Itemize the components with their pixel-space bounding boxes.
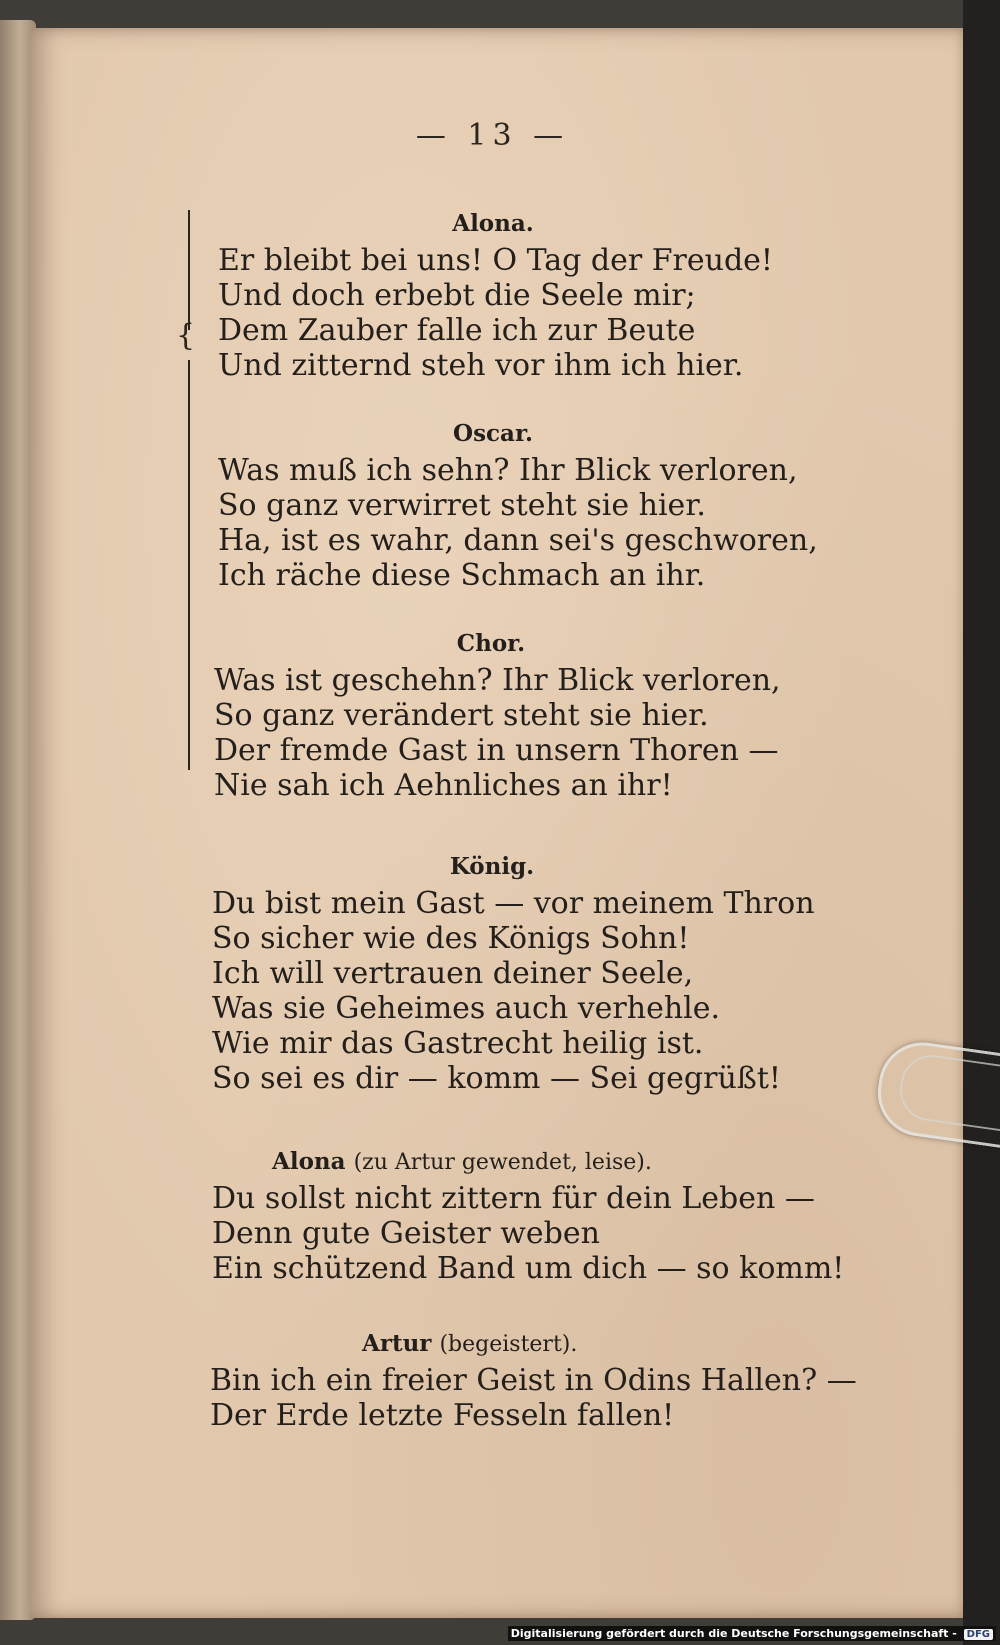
page-number: — 13 — — [415, 118, 570, 153]
verse-line: Nie sah ich Aehnliches an ihr! — [214, 768, 673, 803]
verse-line: Und doch erbebt die Seele mir; — [218, 278, 696, 313]
scan-border-right — [963, 0, 1000, 1645]
speaker-name: König. — [449, 853, 535, 880]
stage-direction: (zu Artur gewendet, leise). — [353, 1150, 652, 1175]
verse-line: Der Erde letzte Fesseln fallen! — [210, 1398, 675, 1433]
section-koenig — [212, 853, 832, 1096]
verse-line: Denn gute Geister weben — [212, 1216, 600, 1251]
verse-line: Was muß ich sehn? Ihr Blick verloren, — [218, 453, 798, 488]
verse-line: Er bleibt bei uns! O Tag der Freude! — [218, 243, 773, 278]
dfg-logo: DFG — [964, 1629, 993, 1640]
verse-line: Ich räche diese Schmach an ihr. — [218, 558, 706, 593]
verse-line: Was sie Geheimes auch verhehle. — [212, 991, 721, 1026]
speaker-name: Alona — [272, 1148, 346, 1175]
verse-line: So sei es dir — komm — Sei gegrüßt! — [212, 1061, 781, 1096]
verse-line: Du bist mein Gast — vor meinem Thron — [212, 886, 815, 921]
section-alona — [218, 210, 798, 383]
verse-line: So ganz verwirret steht sie hier. — [218, 488, 706, 523]
verse-line: Dem Zauber falle ich zur Beute — [218, 313, 696, 348]
section-chor — [214, 630, 794, 803]
section-artur — [210, 1330, 857, 1433]
verse-line: Was ist geschehn? Ihr Blick verloren, — [214, 663, 781, 698]
speaker-with-direction — [272, 1148, 832, 1175]
verse-line: Ich will vertrauen deiner Seele, — [212, 956, 694, 991]
speaker-name: Chor. — [456, 630, 526, 657]
verse-line: So sicher wie des Königs Sohn! — [212, 921, 690, 956]
verse-line: Wie mir das Gastrecht heilig ist. — [212, 1026, 704, 1061]
section-oscar — [218, 420, 818, 593]
section-alona-to-artur — [212, 1148, 845, 1286]
verse-line: Ein schützend Band um dich — so komm! — [212, 1251, 845, 1286]
verse-line: Der fremde Gast in unsern Thoren — — [214, 733, 779, 768]
verse-line: Bin ich ein freier Geist in Odins Hallen? — — [210, 1363, 857, 1398]
speaker-name: Alona. — [452, 210, 534, 237]
speaker-name: Oscar. — [453, 420, 533, 447]
verse-line: Du sollst nicht zittern für dein Leben — — [212, 1181, 815, 1216]
verse-line: Ha, ist es wahr, dann sei's geschworen, — [218, 523, 818, 558]
brace-mid-mark: { — [176, 318, 196, 353]
verse-line: Und zitternd steh vor ihm ich hier. — [218, 348, 744, 383]
stage-direction: (begeistert). — [439, 1332, 578, 1357]
verse-line: So ganz verändert steht sie hier. — [214, 698, 709, 733]
credit-text: Digitalisierung gefördert durch die Deutsche Forschungsgemeinschaft - — [510, 1627, 957, 1640]
speaker-with-direction — [362, 1330, 850, 1357]
speaker-name: Artur — [362, 1330, 432, 1357]
digitization-credit — [508, 1626, 996, 1641]
